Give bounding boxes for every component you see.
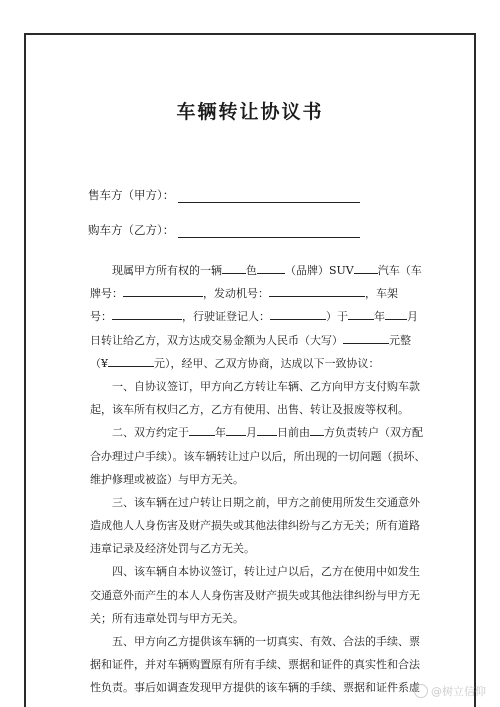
blank bbox=[270, 306, 326, 320]
agreement-page bbox=[24, 33, 476, 707]
document-title: 车辆转让协议书 bbox=[176, 101, 324, 123]
body-line: 现属甲方所有权的一辆 色 （品牌）SUV 汽车（车 bbox=[90, 259, 432, 282]
body-line: 关；所有违章处罚与甲方无关。 bbox=[90, 611, 244, 625]
body-line: （¥ 元），经甲、乙双方协商，达成以下一致协议： bbox=[90, 352, 432, 375]
blank bbox=[222, 260, 246, 274]
blank bbox=[257, 260, 285, 274]
watermark-logo-icon bbox=[414, 684, 428, 698]
blank bbox=[189, 422, 215, 436]
body-line: 维护修理或被盗）与甲方无关。 bbox=[90, 472, 244, 486]
blank bbox=[257, 422, 277, 436]
body-line: 号： ，行驶证登记人： ）于 年 月 bbox=[90, 305, 432, 328]
blank bbox=[226, 422, 246, 436]
body-line: 造成他人人身伤害及财产损失或其他法律纠纷与乙方无关；所有道路 bbox=[90, 519, 420, 533]
body-line: 违章记录及经济处罚与乙方无关。 bbox=[90, 542, 255, 556]
blank bbox=[269, 283, 365, 297]
buyer-label: 购车方（乙方）： bbox=[88, 223, 175, 237]
blank bbox=[112, 306, 182, 320]
body-line: 牌号： ，发动机号： ，车架 bbox=[90, 282, 432, 305]
body-line: 合办理过户手续）。该车辆转让过户以后，所出现的一切问题（损坏、 bbox=[90, 449, 426, 463]
body-line: 据和证件，并对车辆购置原有所有手续、票据和证件的真实性和合法 bbox=[90, 658, 420, 672]
blank bbox=[343, 330, 389, 344]
agreement-body bbox=[90, 259, 432, 700]
seller-label: 售车方（甲方）： bbox=[88, 188, 175, 202]
body-line: 性负责。事后如调查发现甲方提供的该车辆的手续、票据和证件系虚 bbox=[90, 681, 420, 695]
body-line: 一、自协议签订，甲方向乙方转让车辆、乙方向甲方支付购车款 bbox=[112, 379, 420, 393]
body-line: 四、该车辆自本协议签订，转让过户以后，乙方在使用中如发生 bbox=[112, 565, 420, 579]
buyer-line bbox=[88, 222, 360, 238]
body-line: 二、双方约定于 年 月 日前由 方负责转户（双方配 bbox=[90, 421, 432, 444]
seller-line bbox=[88, 187, 360, 203]
watermark bbox=[414, 683, 486, 699]
blank bbox=[310, 422, 324, 436]
blank bbox=[385, 306, 407, 320]
blank bbox=[108, 353, 154, 367]
seller-blank bbox=[178, 190, 360, 203]
blank bbox=[123, 283, 203, 297]
body-line: 起，该车所有权归乙方，乙方有使用、出售、转让及报废等权利。 bbox=[90, 403, 409, 417]
buyer-blank bbox=[178, 225, 360, 238]
body-line: 三、该车辆在过户转让日期之前，甲方之前使用所发生交通意外 bbox=[112, 495, 420, 509]
blank bbox=[354, 260, 378, 274]
watermark-text: @树立信仰 bbox=[431, 685, 486, 698]
body-line: 交通意外而产生的本人人身伤害及财产损失或其他法律纠纷与甲方无 bbox=[90, 588, 420, 602]
body-line: 日转让给乙方，双方达成交易金额为人民币（大写） 元整 bbox=[90, 329, 432, 352]
body-line: 五、甲方向乙方提供该车辆的一切真实、有效、合法的手续、票 bbox=[112, 635, 420, 648]
blank bbox=[348, 306, 374, 320]
